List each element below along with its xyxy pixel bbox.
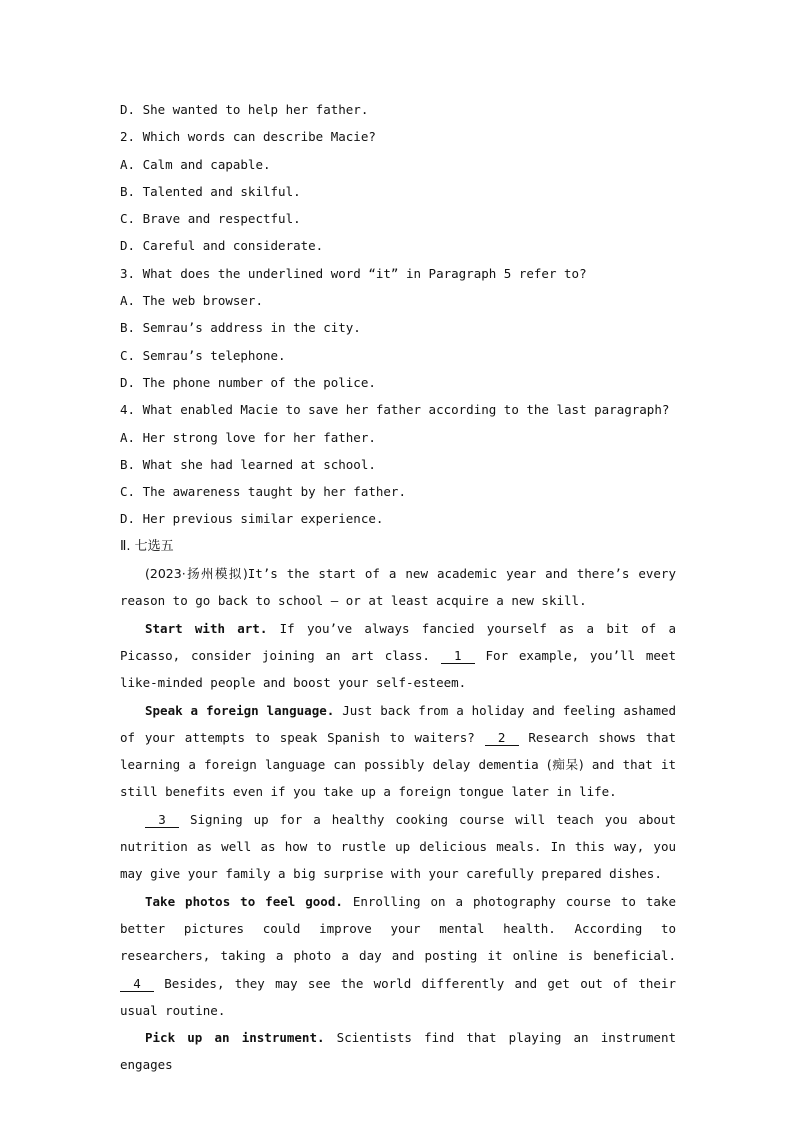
- paragraph-text: Signing up for a healthy cooking course will teach you about nutrition as well as how to rustle up delicious meals. In this way, you may give your family a big surprise with your carefully prepared dishes.: [120, 811, 676, 882]
- document-content: [120, 96, 676, 1079]
- intro-text: It’s the start of a new academic year and there’s every reason to go back to school — or at least acquire a new skill.: [120, 566, 676, 609]
- answer-blank-2[interactable]: 2: [485, 731, 519, 746]
- q3-option-a: A. The web browser.: [120, 293, 263, 309]
- q4-option-d: D. Her previous similar experience.: [120, 511, 384, 527]
- paragraph-instrument: [120, 1024, 676, 1079]
- answer-blank-1[interactable]: 1: [441, 649, 475, 664]
- paragraph-text: Research shows that learning a foreign language can possibly delay dementia: [120, 729, 676, 773]
- q2-option-b: B. Talented and skilful.: [120, 183, 301, 199]
- lead-art: Start with art.: [145, 620, 268, 636]
- lead-language: Speak a foreign language.: [145, 702, 335, 718]
- paragraph-text: Besides, they may see the world differently and get out of their usual routine.: [120, 975, 676, 1018]
- chinese-gloss: (痴呆): [546, 757, 584, 773]
- q4-stem: 4. What enabled Macie to save her father according to the last paragraph?: [120, 402, 670, 418]
- q3-option-d: D. The phone number of the police.: [120, 374, 376, 390]
- paragraph-language: [120, 697, 676, 806]
- source-tag: (2023·扬州模拟): [145, 566, 248, 582]
- paragraph-text: Just back from a holiday and feeling ashamed of your attempts to speak Spanish to waiters?: [120, 702, 676, 745]
- section-heading: Ⅱ. 七选五: [120, 538, 174, 554]
- q3-option-b: B. Semrau’s address in the city.: [120, 320, 361, 336]
- answer-blank-3[interactable]: 3: [145, 813, 179, 828]
- q3-stem: 3. What does the underlined word “it” in Paragraph 5 refer to?: [120, 265, 587, 281]
- lead-instrument: Pick up an instrument.: [145, 1030, 325, 1046]
- lead-photos: Take photos to feel good.: [145, 893, 343, 909]
- paragraph-photos: [120, 888, 676, 1024]
- paragraph-text: Enrolling on a photography course to take better pictures could improve your mental health. According to researchers, taking a photo a day and posting it online is beneficial.: [120, 893, 676, 964]
- q4-option-b: B. What she had learned at school.: [120, 456, 376, 472]
- q2-option-a: A. Calm and capable.: [120, 156, 271, 172]
- q1-option-d: D. She wanted to help her father.: [120, 102, 369, 117]
- paragraph-text: If you’ve always fancied yourself as a bit of a Picasso, consider joining an art class.: [120, 620, 677, 663]
- paragraph-text: and that it still benefits even if you take up a foreign tongue later in life.: [120, 757, 676, 800]
- paragraph-text: For example, you’ll meet like-minded people and boost your self-esteem.: [120, 647, 676, 691]
- answer-blank-4[interactable]: 4: [120, 977, 154, 992]
- paragraph-art: [120, 615, 676, 697]
- q2-option-c: C. Brave and respectful.: [120, 211, 301, 227]
- paragraph-cooking: [120, 806, 676, 888]
- q4-option-c: C. The awareness taught by her father.: [120, 484, 406, 500]
- q3-option-c: C. Semrau’s telephone.: [120, 347, 286, 363]
- intro-paragraph: [120, 560, 676, 615]
- q2-option-d: D. Careful and considerate.: [120, 238, 324, 254]
- paragraph-text: Scientists find that playing an instrument engages: [120, 1030, 676, 1073]
- q4-option-a: A. Her strong love for her father.: [120, 429, 376, 445]
- q2-stem: 2. Which words can describe Macie?: [120, 129, 376, 145]
